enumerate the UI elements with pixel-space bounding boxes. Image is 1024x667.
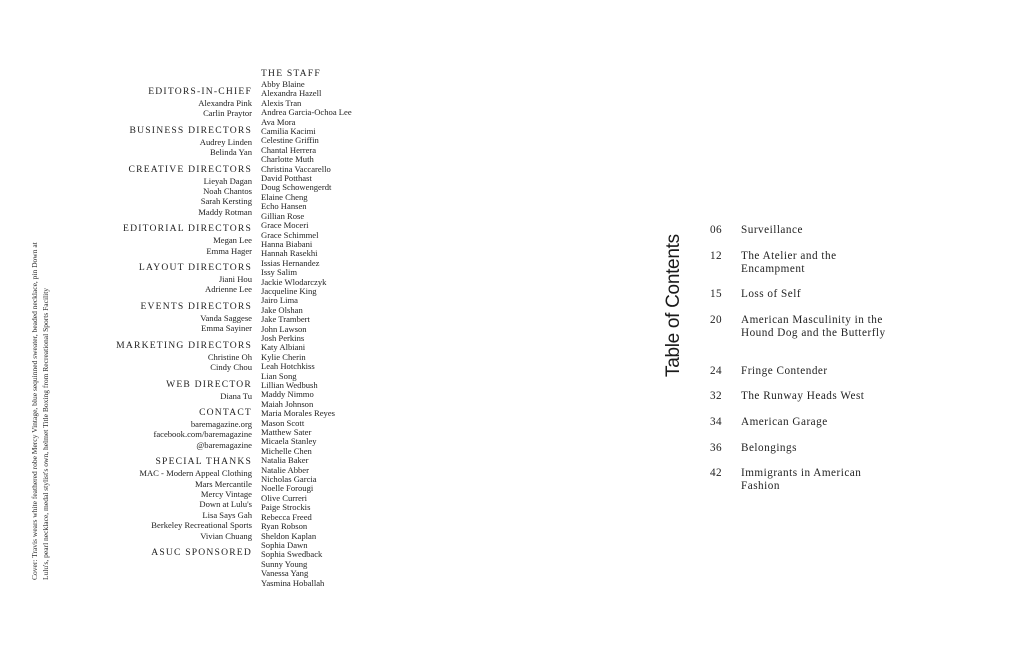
staff-name: Jairo Lima	[261, 295, 298, 306]
toc-item	[710, 250, 900, 288]
staff-heading: THE STAFF	[261, 68, 321, 79]
toc-item	[710, 224, 900, 250]
toc-item	[710, 390, 900, 416]
staff-name: Sheldon Kaplan	[261, 530, 317, 541]
credit-name: Noah Chantos	[203, 186, 252, 197]
staff-name: Maiah Johnson	[261, 398, 314, 409]
staff-name: Maddy Nimmo	[261, 389, 314, 400]
staff-name: Gillian Rose	[261, 210, 305, 221]
toc-page-number: 24	[710, 365, 722, 377]
staff-name: Noelle Forougi	[261, 483, 314, 494]
staff-name: Micaela Stanley	[261, 436, 317, 447]
toc-page-number: 42	[710, 467, 722, 479]
layout-directors-section	[100, 262, 252, 295]
staff-name: Ryan Robson	[261, 521, 308, 532]
toc-page-number: 32	[710, 390, 722, 402]
staff-name: Jacqueline King	[261, 285, 317, 296]
staff-name: Echo Hansen	[261, 201, 307, 212]
special-thanks-section	[100, 456, 252, 541]
credit-name: Maddy Rotman	[198, 206, 252, 217]
staff-name: Matthew Sater	[261, 427, 312, 438]
section-heading: BUSINESS DIRECTORS	[129, 124, 252, 136]
section-heading: MARKETING DIRECTORS	[116, 339, 252, 351]
section-heading: EDITORIAL DIRECTORS	[123, 223, 252, 235]
credit-name: Diana Tu	[220, 390, 252, 401]
staff-name: Lillian Wedbush	[261, 380, 318, 390]
contact-section	[100, 407, 252, 450]
creative-directors-section	[100, 164, 252, 218]
contact-line: @baremagazine	[196, 439, 252, 450]
asuc-section	[100, 547, 252, 559]
toc-entry-title: Belongings	[741, 442, 797, 454]
toc-item	[710, 442, 900, 467]
toc-page-number: 20	[710, 314, 722, 326]
masthead	[100, 86, 252, 565]
contact-line: baremagazine.org	[190, 418, 252, 429]
staff-name: Josh Perkins	[261, 332, 305, 343]
credit-name: Emma Sayiner	[201, 323, 252, 334]
toc-item	[710, 365, 900, 390]
credit-name: Adrienne Lee	[204, 284, 252, 295]
staff-name: Yasmina Hoballah	[261, 577, 325, 588]
credit-name: Berkeley Recreational Sports	[151, 520, 252, 531]
staff-name: Christina Vaccarello	[261, 163, 331, 174]
toc-entry-title: American Masculinity in the Hound Dog and the Butterfly	[741, 314, 886, 339]
staff-name: Doug Schowengerdt	[261, 182, 332, 193]
toc-item	[710, 288, 900, 314]
table-of-contents	[710, 224, 900, 497]
credit-name: MAC - Modern Appeal Clothing	[139, 468, 252, 479]
staff-name: David Potthast	[261, 173, 312, 184]
staff-name: Ava Mora	[261, 116, 296, 127]
cover-credit	[29, 180, 51, 580]
staff-name: Vanessa Yang	[261, 568, 309, 579]
toc-entry-title: Surveillance	[741, 224, 803, 236]
section-heading: LAYOUT DIRECTORS	[138, 262, 252, 274]
section-heading: SPECIAL THANKS	[155, 456, 252, 468]
credit-name: Carlin Praytor	[203, 108, 252, 119]
toc-page-number: 06	[710, 224, 722, 236]
editors-in-chief-section	[100, 86, 252, 119]
staff-name: Grace Moceri	[261, 220, 309, 231]
section-heading: WEB DIRECTOR	[166, 378, 252, 390]
credit-name: Jiani Hou	[218, 274, 252, 285]
events-directors-section	[100, 301, 252, 334]
credit-name: Christine Oh	[207, 351, 252, 362]
staff-name: Maria Morales Reyes	[261, 408, 335, 419]
credit-name: Mars Mercantile	[194, 478, 252, 489]
staff-name: Kylie Cherin	[261, 351, 306, 362]
staff-name: Jake Trambert	[261, 314, 310, 325]
credit-name: Vivian Chuang	[200, 530, 252, 541]
credit-name: Mercy Vintage	[200, 488, 252, 499]
credit-name: Lisa Says Gah	[202, 509, 252, 520]
staff-name: Michelle Chen	[261, 445, 312, 456]
staff-name: John Lawson	[261, 323, 307, 334]
staff-name: Sophia Swedback	[261, 549, 323, 560]
toc-entry-title: Fringe Contender	[741, 365, 828, 377]
staff-name: Rebecca Freed	[261, 511, 312, 522]
web-director-section	[100, 379, 252, 401]
credit-name: Belinda Yan	[209, 147, 252, 158]
staff-name: Grace Schimmel	[261, 229, 319, 240]
credit-name: Sarah Kersting	[200, 196, 252, 207]
toc-page-number: 34	[710, 416, 722, 428]
section-heading: EVENTS DIRECTORS	[140, 300, 252, 312]
staff-name: Alexis Tran	[261, 97, 302, 108]
editorial-directors-section	[100, 223, 252, 256]
staff-name: Andrea Garcia-Ochoa Lee	[261, 107, 352, 118]
credit-name: Lieyah Dagan	[203, 175, 252, 186]
staff-name: Mason Scott	[261, 417, 305, 428]
credit-name: Alexandra Pink	[198, 98, 252, 108]
cover-credit-line-2: Lulu's, pearl necklace, medal stylist's own, helmet Title Boxing from Recreational Sports Facility	[41, 287, 50, 580]
staff-name: Sophia Dawn	[261, 539, 308, 550]
credit-name: Vanda Saggese	[200, 312, 252, 323]
toc-item	[710, 467, 900, 497]
credit-name: Audrey Linden	[199, 136, 252, 147]
toc-item	[710, 416, 900, 442]
business-directors-section	[100, 125, 252, 158]
toc-entry-title: Immigrants in American Fashion	[741, 467, 862, 492]
cover-credit-line-1: Cover: Travis wears white feathered robe Mercy Vintage, blue sequinned sweater, beaded necklace, pin Down at	[30, 242, 39, 580]
credit-name: Cindy Chou	[210, 362, 252, 373]
staff-list	[261, 68, 401, 588]
staff-name: Issias Hernandez	[261, 257, 320, 268]
staff-name: Jake Olshan	[261, 304, 303, 315]
staff-name: Issy Salim	[261, 267, 298, 278]
staff-name: Camilia Kacimi	[261, 126, 316, 137]
staff-name: Leah Hotchkiss	[261, 361, 315, 372]
credit-name: Megan Lee	[213, 235, 252, 246]
toc-entry-title: The Runway Heads West	[741, 390, 865, 402]
toc-page-number: 36	[710, 442, 722, 454]
toc-entry-title: American Garage	[741, 416, 828, 428]
staff-name: Paige Strockis	[261, 502, 311, 513]
section-heading: ASUC SPONSORED	[151, 546, 252, 558]
marketing-directors-section	[100, 340, 252, 373]
toc-page-number: 15	[710, 288, 722, 300]
toc-entry-title: Loss of Self	[741, 288, 802, 300]
staff-name: Katy Albiani	[261, 342, 306, 353]
staff-name: Lian Song	[261, 370, 297, 381]
section-heading: CREATIVE DIRECTORS	[128, 163, 252, 175]
staff-name: Olive Curreri	[261, 492, 308, 503]
staff-name: Charlotte Muth	[261, 154, 314, 165]
staff-name: Elaine Cheng	[261, 191, 308, 202]
section-heading: CONTACT	[199, 406, 252, 418]
staff-name: Chantal Herrera	[261, 144, 317, 155]
staff-name: Natalia Baker	[261, 455, 309, 466]
staff-name: Abby Blaine	[261, 79, 305, 89]
credit-name: Down at Lulu's	[199, 499, 252, 510]
toc-entry-title: The Atelier and the Encampment	[741, 250, 837, 275]
staff-name: Hannah Rasekhi	[261, 248, 318, 259]
staff-names	[261, 80, 401, 588]
staff-name: Nicholas Garcia	[261, 474, 317, 485]
toc-item	[710, 314, 900, 365]
toc-page-number: 12	[710, 250, 722, 262]
staff-name: Natalie Abber	[261, 464, 309, 475]
section-heading: EDITORS-IN-CHIEF	[148, 86, 252, 97]
staff-name: Sunny Young	[261, 558, 308, 569]
credit-name: Emma Hager	[206, 245, 252, 256]
staff-name: Alexandra Hazell	[261, 88, 322, 99]
staff-name: Celestine Griffin	[261, 135, 319, 146]
staff-name: Hanna Biabani	[261, 238, 313, 249]
contact-line: facebook.com/baremagazine	[153, 429, 252, 440]
staff-name: Jackie Wlodarczyk	[261, 276, 327, 287]
toc-title: Table of Contents	[663, 234, 684, 377]
